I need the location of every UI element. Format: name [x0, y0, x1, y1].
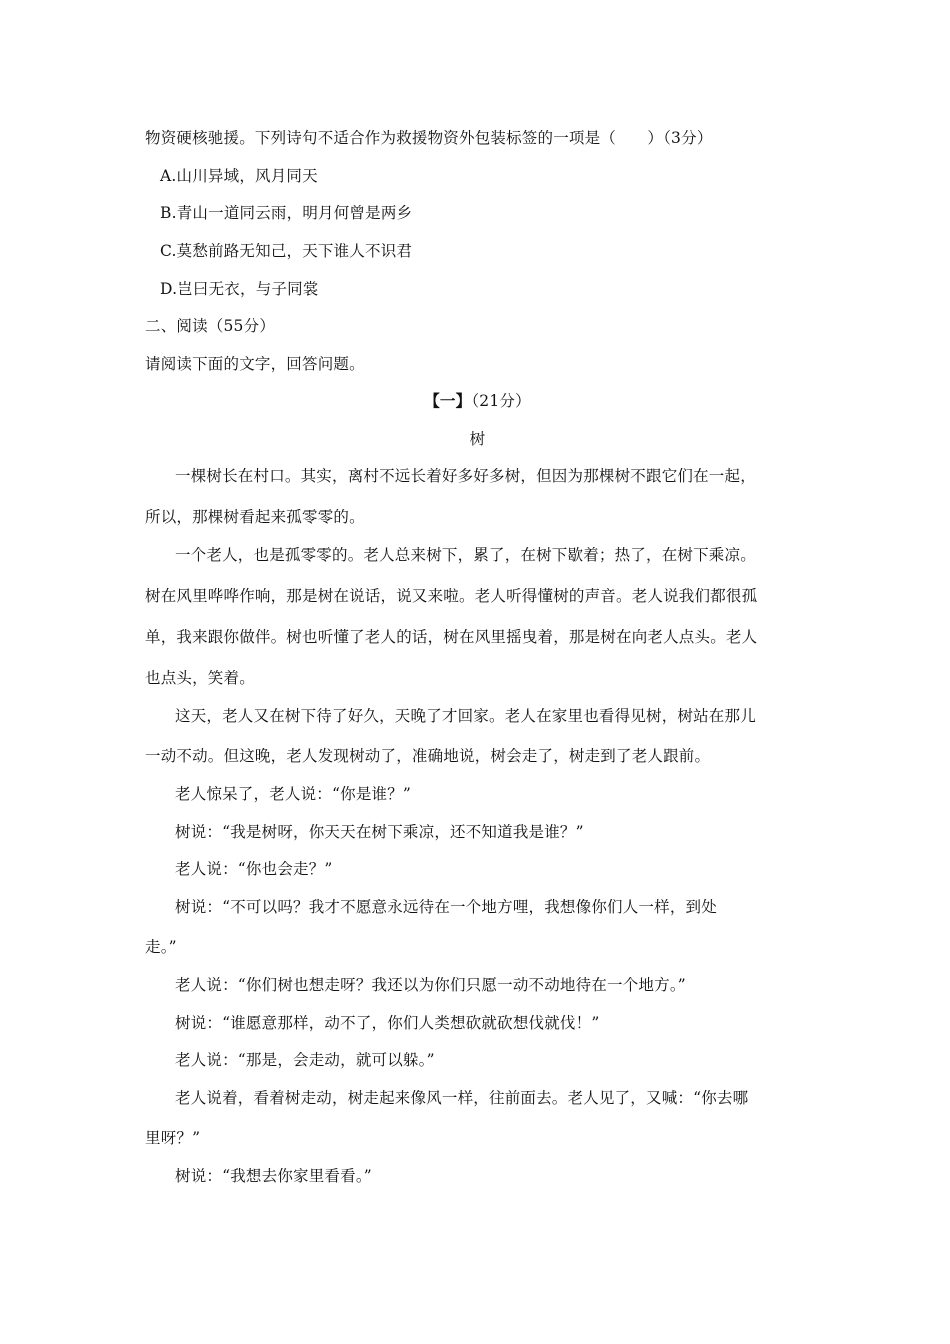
passage-line: 老人惊呆了，老人说：“你是谁？”	[175, 785, 412, 803]
passage-line: 一棵树长在村口。其实，离村不远长着好多好多树，但因为那棵树不跟它们在一起，	[175, 467, 756, 485]
passage-line: 树在风里哗哗作响，那是树在说话，说又来啦。老人听得懂树的声音。老人说我们都很孤	[145, 587, 758, 605]
passage-label-score: （21分）	[471, 392, 531, 410]
passage-label	[145, 391, 810, 411]
passage-line: 所以，那棵树看起来孤零零的。	[145, 508, 365, 526]
option-d: D.岂曰无衣，与子同裳	[160, 280, 319, 298]
passage-line: 这天，老人又在树下待了好久，天晚了才回家。老人在家里也看得见树，树站在那儿	[175, 707, 756, 725]
question-stem: 物资硬核驰援。下列诗句不适合作为救援物资外包装标签的一项是（ ）（3分）	[145, 129, 713, 147]
passage-line: 也点头，笑着。	[145, 669, 255, 687]
passage-line: 老人说：“你们树也想走呀？我还以为你们只愿一动不动地待在一个地方。”	[175, 976, 686, 994]
passage-line: 里呀？”	[145, 1129, 201, 1147]
passage-line: 一动不动。但这晚，老人发现树动了，准确地说，树会走了，树走到了老人跟前。	[145, 747, 711, 765]
passage-line: 一个老人，也是孤零零的。老人总来树下，累了，在树下歇着；热了，在树下乘凉。	[175, 546, 756, 564]
passage-line: 树说：“不可以吗？我才不愿意永远待在一个地方哩，我想像你们人一样，到处	[175, 898, 717, 916]
passage-label-number: 【一】	[424, 391, 472, 410]
passage-line: 走。”	[145, 938, 177, 956]
passage-line: 老人说：“你也会走？”	[175, 860, 333, 878]
passage-line: 老人说着，看着树走动，树走起来像风一样，往前面去。老人见了，又喊：“你去哪	[175, 1089, 749, 1107]
passage-line: 树说：“谁愿意那样，动不了，你们人类想砍就砍想伐就伐！”	[175, 1014, 600, 1032]
section-heading: 二、阅读（55分）	[145, 317, 276, 335]
option-c: C.莫愁前路无知己，天下谁人不识君	[160, 242, 413, 260]
passage-line: 树说：“我是树呀，你天天在树下乘凉，还不知道我是谁？”	[175, 823, 584, 841]
option-a: A.山川异域，风月同天	[160, 167, 318, 185]
passage-line: 树说：“我想去你家里看看。”	[175, 1167, 372, 1185]
passage-line: 老人说：“那是，会走动，就可以躲。”	[175, 1051, 435, 1069]
option-b: B.青山一道同云雨，明月何曾是两乡	[160, 204, 413, 222]
passage-title: 树	[469, 430, 486, 448]
section-instruction: 请阅读下面的文字，回答问题。	[145, 355, 365, 373]
passage-line: 单，我来跟你做伴。树也听懂了老人的话，树在风里摇曳着，那是树在向老人点头。老人	[145, 628, 758, 646]
